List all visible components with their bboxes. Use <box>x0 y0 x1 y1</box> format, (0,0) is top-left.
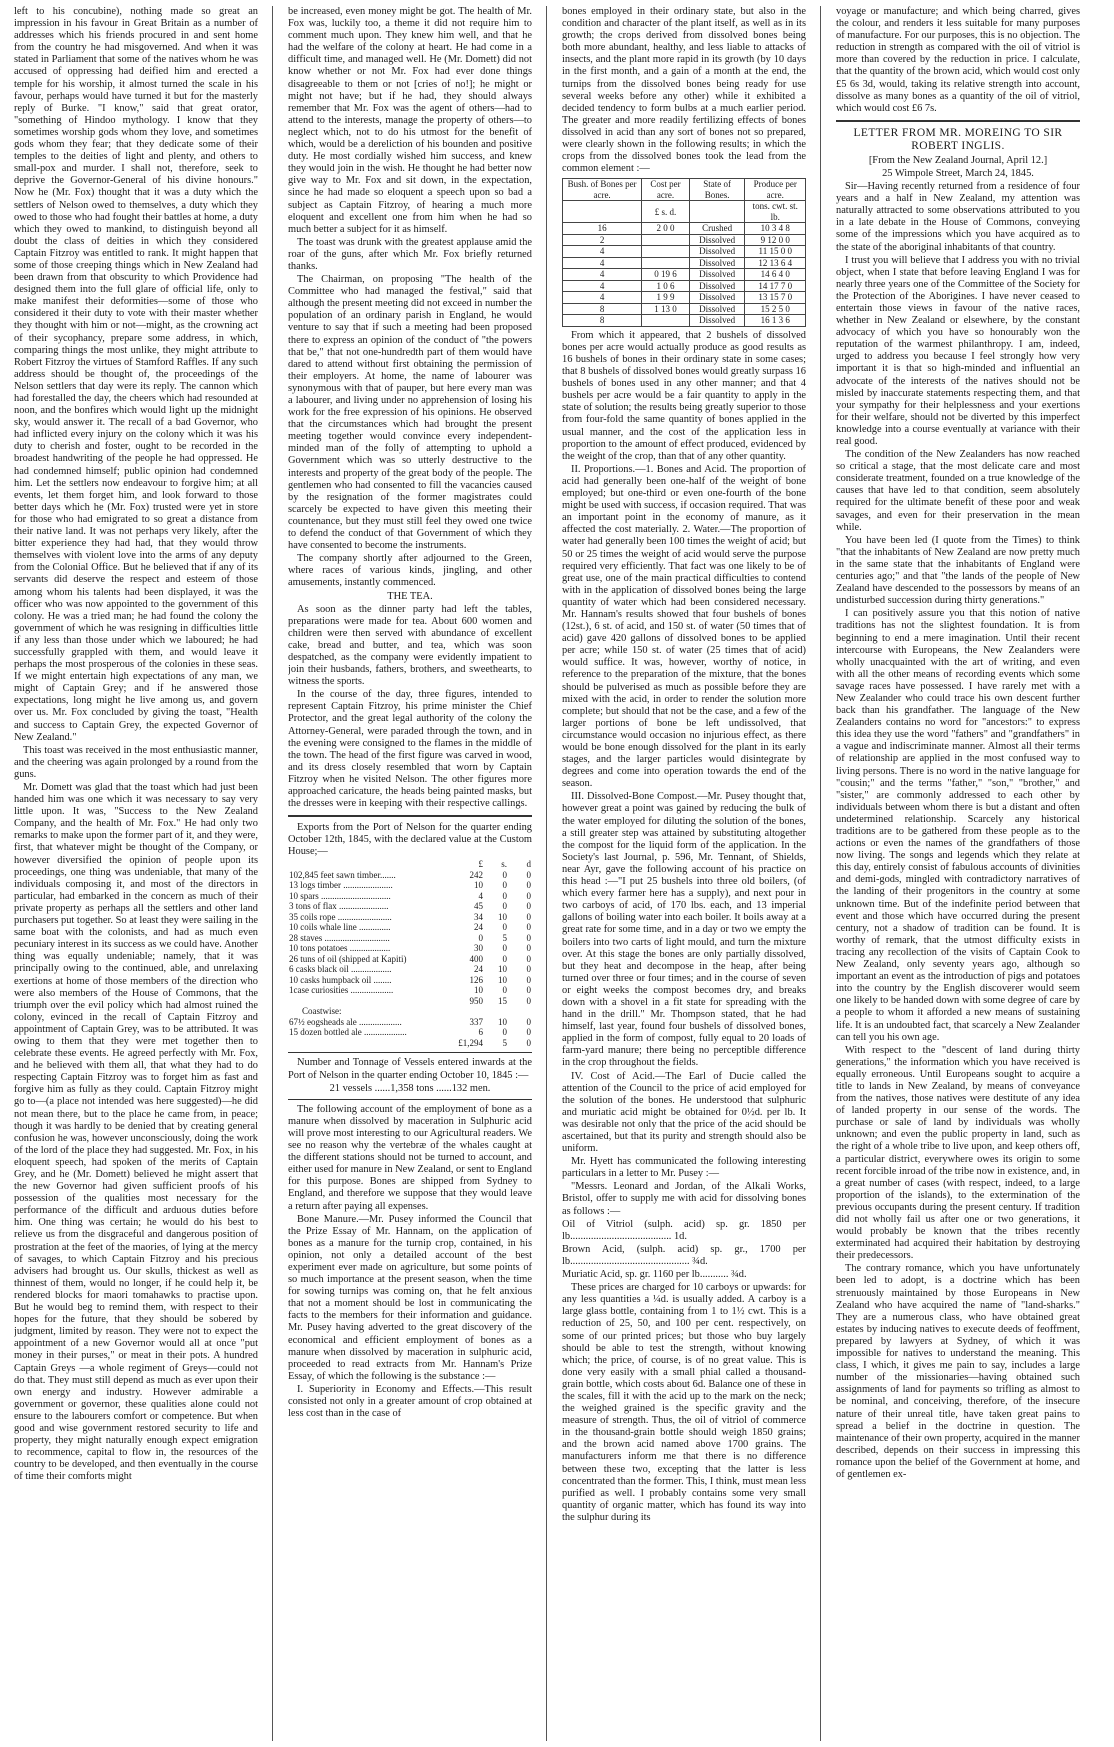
letter-title: LETTER FROM MR. MOREING TO SIR ROBERT INGLIS. <box>853 126 1063 152</box>
table-row: 4 Dissolved 11 15 0 0 <box>563 246 806 258</box>
table-header-row: Bush. of Bones per acre. Cost per acre. State of Bones. Produce per acre. <box>563 179 806 201</box>
tonnage-intro: Number and Tonnage of Vessels entered inwards at the Port of Nelson in the quarter ending October 10, 1845 :— <box>288 1057 532 1081</box>
table-row: 26 tuns of oil (shipped at Kapiti) 400 0 0 <box>289 953 531 964</box>
table-row: 4 1 9 9 Dissolved 13 15 7 0 <box>563 292 806 304</box>
paragraph: With respect to the "descent of land during thirty generations," the information which you have received is equally erroneous. Until Europeans sought to acquire a title to lands in New Zealand, by means of conveyance from the natives, those natives were destitute of any idea of landed property in our sense of the words. The purchase or sale of land by individuals was wholly unknown; and even the public property in land, such as the right of a whole tribe to live upon, and keep others off, a particular district, everywhere owes its origin to some recent forcible inroad of the tribe now in existence, and, in a great number of cases (with respect, indeed, to a large proportion of the islands), to the extermination of the previous occupants during the present century. If tradition did not wholly fail us after one or two generations, it would probably be known that the tribes recently exterminated had acquired their habitation by destroying their predecessors. <box>836 1044 1080 1262</box>
coastwise-label-row: Coastwise: <box>302 1006 342 1017</box>
table-row: 102,845 feet sawn timber....... 242 0 0 <box>289 869 531 880</box>
letter-address: 25 Wimpole Street, March 24, 1845. <box>882 167 1034 179</box>
paragraph: Mr. Hyett has communicated the following interesting particulars in a letter to Mr. Pusey :— <box>562 1156 806 1180</box>
acid-price-line: Oil of Vitriol (sulph. acid) sp. gr. 1850 per lb....................................... 1d. <box>562 1218 806 1242</box>
paragraph: I can positively assure you that this notion of native traditions has not the slightest foundation. It is from beginning to end a mere imagination. Until their recent intercourse with Europeans, the New Zealanders were wholly unacquainted with the art of writing, and even with all the other means of recording events which some savage races have possessed. I have rarely met with a New Zealander who could trace his own descent further back than his grandfather. The language of the New Zealanders contains no word for "ancestors:" to express this idea they use the word "fathers" and "grandfathers" in a vague and indiscriminate manner. Almost all their terms of relationship are applied in the most confused way to living persons. There is no word in the native language for "cousin;" and the terms "father," "son," "brother," and "sister," are commonly addressed to each other by individuals between whom there is but a distant and often undetermined relationship. Scarcely any historical traditions are to be gathered from these people as to the actions or even the names of the grandfathers of those now living. The songs and legends which they relate at this day, entirely consist of fabulous accounts of divinities and demi-gods, mingled with contradictory narratives of the landing of their progenitors in the country at some unknown time. But of the indefinite period between that event and those which have occurred during the present century, not a shadow of tradition can be found. It is worthy of remark, that the utmost difficulty exists in tracing any recollection of the visits of Captain Cook to New Zealand, only seventy years ago, although so important an event as the introduction of pigs and potatoes into the country by the English discoverer would seem one likely to be handed down with some degree of care by a people to whom it afforded a new means of sustaining life. It is an undoubted fact, that scarcely a New Zealander can tell you his own age. <box>836 608 1080 1043</box>
table-row: 4 Dissolved 12 13 6 4 <box>563 257 806 269</box>
table-row: 4 0 19 6 Dissolved 14 6 4 0 <box>563 269 806 281</box>
paragraph: Sir—Having recently returned from a residence of four years and a half in New Zealand, my attention was naturally attracted to some observations attributed to you in a late debate in the House of Commons, conveying some of the impressions which you have acquired as to the state of the aboriginal inhabitants of that country. <box>836 181 1080 253</box>
paragraph: The contrary romance, which you have unfortunately been led to adopt, is a doctrine which has been strenuously maintained by those Europeans in New Zealand who have acquired the name of "land-sharks." They are a numerous class, who have obtained great estates by inducing natives to execute deeds of feoffment, prepared by lawyers at Sydney, of which it was impossible for natives to understand the meaning. This class, I which, it gives me pain to say, includes a large number of the missionaries—having obtained such assignments of land for payments so trifling as almost to be nominal, and conceiving, therefore, of the insecure nature of their unreal title, have taken great pains to spread a belief in the doctrine in question. The maintenance of their own property, acquired in the manner described, depends on their success in impressing this romance upon the belief of the Government at home, and of gentlemen ex- <box>836 1263 1080 1480</box>
column-1 <box>14 6 258 1741</box>
paragraph: These prices are charged for 10 carboys or upwards: for any less quantities a ¼d. is usually added. A carboy is a large glass bottle, containing from 1 to 1½ cwt. This is a reduction of 25, 50, and 100 per cent. respectively, on some of our printed prices; but those who buy largely should be able to test the strength, without knowing which; the price, of course, is of no great value. This is done very easily with a small phial called a thousand-grain bottle, which costs about 6d. Balance one of these in the scales, fill it with the acid up to the mark on the neck; the weighed grained is the specific gravity and the measure of strength. Thus, the oil of vitriol of commerce in the thousand-grain bottle should weigh 1850 grains; and the brown acid named above 1700 grains. The manufacturers inform me that there is no difference between these two, excepting that the latter is less concentrated than the former. This, I think, must mean less purified as well. I probably contains some very small quantity of organic matter, which has found its way into the sulphur during its <box>562 1282 806 1523</box>
paragraph: The toast was drunk with the greatest applause amid the roar of the guns, after which Mr. Fox briefly returned thanks. <box>288 236 532 272</box>
column-2 <box>288 6 532 1741</box>
paragraph: be increased, even money might be got. The health of Mr. Fox was, luckily too, a theme it did not require him to comment much upon. They knew him well, and that he had the welfare of the colony at heart. He had come in a difficult time, and managed well. He (Mr. Domett) did not know whether or not Mr. Fox had ever done things disagreeable to them or not [cries of no!]; he might or might not have; but if he had, they should always remember that Mr. Fox was the agent of others—had to attend to the interests, manage the property of others—to neglect which, not to do his utmost for the benefit of which, would be a dereliction of his bounden and positive duty. He most cordially wished him success, and knew they would join in the wish. He thought he had better now give way to Mr. Fox and sit down, in the expectation, since he had made so eloquent a speech upon so bad a subject as Captain Fitzroy, of hearing a much more eloquent and excellent one from him when he had so much better a subject for it as himself. <box>288 6 532 235</box>
exports-total-row: £1,294 5 0 <box>458 1037 531 1048</box>
paragraph: voyage or manufacture; and which being charred, gives the colour, and renders it less suitable for many purposes of manufacture. For our purposes, this is no objection. The reduction in strength as compared with the oil of vitriol is more than covered by the reduction in price. I calculate, that the quantity of the brown acid, which would cost only £5 6s 3d, would, taking its relative strength into account, dissolve as many bones as a quantity of the oil of vitriol, which would cost £6 7s. <box>836 6 1080 114</box>
paragraph: From which it appeared, that 2 bushels of dissolved bones per acre would actually produce as good results as 16 bushels of bones in their ordinary state in some cases; that 8 bushels of dissolved bones would greatly surpass 16 bushels of bones used in any other manner; and that 4 bushels per acre would be a fair quantity to apply in the state of solution; the results being greatly superior to those from four-fold the same quantity of bones applied in the usual manner, and the cost of the application less in proportion to the amount of effect produced, evidenced by the weight of the crop, than that of any other quantity. <box>562 329 806 462</box>
column-3 <box>562 6 806 1741</box>
paragraph: The following account of the employment of bone as a manure when dissolved by maceration in Sulphuric acid will prove most interesting to our Agricultural readers. We see no reason why the vertebræ of the whales caught at the different stations should not be turned to account, and either used for manure in New Zealand, or sent to England for this purpose. Bones are shipped from Sydney to England, and therefore we suppose that they would leave a return after paying all expenses. <box>288 1103 532 1212</box>
paragraph: IV. Cost of Acid.—The Earl of Ducie called the attention of the Council to the price of acid employed for the solution of the bones. He understood that sulphuric and muriatic acid might be obtained for 0½d. per lb. It was desirable not only that the price of the acid should be ascertained, but that its purity and strength should also be uniform. <box>562 1070 806 1155</box>
letter-source: [From the New Zealand Journal, April 12.] <box>868 154 1048 166</box>
paragraph: This toast was received in the most enthusiastic manner, and the cheering was again prolonged by a round from the guns. <box>14 744 258 780</box>
table-row: 10 spars ............................... 4 0 0 <box>289 890 531 901</box>
column-rule <box>820 6 821 1741</box>
table-row: 13 logs timber ...................... 10 0 0 <box>289 880 531 891</box>
acid-price-line: Brown Acid, (sulph. acid) sp. gr., 1700 per lb.............................................. ¾d. <box>562 1243 806 1267</box>
table-row: 10 tons potatoes .................. 30 0 0 <box>289 943 531 954</box>
table-row: 4 1 0 6 Dissolved 14 17 7 0 <box>563 280 806 292</box>
paragraph: I trust you will believe that I address you with no trivial object, when I state that before leaving England I was for nearly three years one of the Committee of the Society for the Protection of the Aborigines. I have never ceased to entertain those views in favour of the native races, whether in New Zealand or elsewhere, by the constant advocacy of which you have so honourably won the reputation of the warmest philanthropy. I am, indeed, urged to address you because I feel strongly how very important it is that so high-minded and influential an advocate of the interests of the natives should not be misled by inaccurate statements respecting them, and that your sympathy for their helplessness and your exertions for their welfare, should not be diverted by this imperfect knowledge into a course eventually at variance with their real good. <box>836 254 1080 447</box>
table-row: 28 staves ............................. 0 5 0 <box>289 932 531 943</box>
column-4 <box>836 6 1080 1741</box>
table-row: 8 1 13 0 Dissolved 15 2 5 0 <box>563 303 806 315</box>
paragraph: Bone Manure.—Mr. Pusey informed the Council that the Prize Essay of Mr. Hannam, on the application of bones as a manure for the turnip crop, contained, in his opinion, not only a detailed account of the best experiment ever made on agriculture, but some points of so much importance at the present season, when the time for sowing turnips was coming on, that he felt anxious that not a moment should be lost in communicating the facts to the members for their information and guidance. Mr. Pusey having adverted to the great discovery of the economical and efficient employment of bones as a manure when dissolved by maceration in sulphuric acid, proceeded to read extracts from Mr. Hannam's Prize Essay, of which the following is the substance :— <box>288 1213 532 1382</box>
table-row: 67½ eogsheads ale ................... 337 10 0 <box>289 1016 531 1027</box>
divider <box>288 815 532 817</box>
section-heading-tea: THE TEA. <box>387 590 433 602</box>
paragraph: The condition of the New Zealanders has now reached so critical a stage, that the most delicate care and most considerate treatment, founded on a true knowledge of the causes that have led to that condition, seem absolutely required for the ultimate benefit of these poor and weak savages, and even for their preservation in the mean while. <box>836 449 1080 533</box>
divider <box>288 1052 532 1053</box>
header-shillings: s. <box>501 859 507 870</box>
bones-produce-table <box>562 178 806 327</box>
paragraph: III. Dissolved-Bone Compost.—Mr. Pusey thought that, however great a point was gained by reducing the bulk of the water employed for diluting the solution of the bones, a still greater step was attained by substituting altogether the compost for the liquid form of the application. In the Society's last Journal, p. 596, Mr. Tennant, of Shields, near Ayr, gave the following account of his practice on this head :—"I put 25 bushels into three old boilers, (of which every farmer here has a supply), and next pour in two carboys of acid, of 170 lbs. each, and 13 imperial gallons of boiling water into each boiler. It boils away at a great rate for some time, and in a day or two we empty the boilers into two carts of light mould, and turn the mixture over. At this stage the bones are only partially dissolved, but they heat and decompose in the heap, after being turned over three or four times; and in the course of seven or eight weeks the compost becomes dry, and breaks down with a shovel in a fit state for spreading with the hand in the drill." Mr. Thompson stated, that he had himself, last year, found four bushels of dissolved bones, applied in the form of compost, fully equal to 20 loads of farm-yard manure; there being no perceptible difference in the crop throughout the fields. <box>562 791 806 1069</box>
column-rule <box>546 6 547 1741</box>
paragraph: left to his concubine), nothing made so great an impression in his favour in Great Britain as a number of addresses which his friends procured in and sent home from the country he had misgoverned. And when it was stated in Parliament that some of the natives whom he was accused of oppressing had deified him and erected a temple for his worship, it almost turned the scale in his favour, perhaps would have turned it but for the masterly reply of Burke. "I know," said that great orator, "something of Hindoo mythology. I know that they sometimes worship gods whom they love, and sometimes gods whom they fear; that they dedicate some of their temples to the deities of light and plenty, and others to small-pox and murder. I shall not, therefore, seek to deprive the Governor-General of his divine honours." Now he (Mr. Fox) thought that it was a duty which the settlers of Nelson owed to themselves, a duty which they owed to those who had fought their battles at home, a duty which they owed to mankind, to distinguish beyond all doubt the class of deities in which they considered Captain Fitzroy was entitled to rank. It might happen that some of those creeping things which in New Zealand had been drawn from that obscurity to which Providence had designed them into the full glare of official life, only to make manifest their deformities—some of those who considered it their duty to vote with their master whether they thought with him or not—might, as the crowning act of their sycophancy, prepare some address, in which, comparing things the most unlike, they might attribute to Robert Fitzroy the virtues of Stamford Raffles. If any such address should be thought of, the proceedings of the Nelson settlers that day were its reply. The cannon which had forestalled the day, the cheers which had resounded at noon, and the bonfires which would light up the midnight sky, would answer it. The recall of a bad Governor, who had inflicted every injury on the colony which it was his duty to cherish and foster, ought to be recorded in the broadest handwriting of the people he had oppressed. He had condemned himself; public opinion had condemned him. Let the settlers now endeavour to forgive him; at all events, let them forget him, and look forward to those better days which he (Mr. Fox) trusted were yet in store for those who had emigrated to so great a distance from their native land. It was not perhaps very likely, after the bitter experience they had had, that they would throw themselves with violent love into the arms of any deputy from the Colonial Office. But he believed that if any of its servants did deserve the respect and esteem of those among whom his talents had been displayed, it was the officer who was now appointed to the government of this colony. He was a tried man; he had found the colony the government of which he was resigning in difficulties little if any less than those under which we laboured; he had successfully grappled with them, and would leave it perhaps the most prosperous of the colonies in these seas. If we might entertain high expectations of any man, we might of Captain Grey; and if he answered those expectations, long might he live among us, and govern over us. Mr. Fox concluded by giving the toast, "Health and success to Captain Grey, the expected Governor of New Zealand." <box>14 6 258 743</box>
paragraph: Mr. Domett was glad that the toast which had just been handed him was one which it was necessary to say very little upon. It was, "Success to the New Zealand Company, and the health of Mr. Fox." He had only two remarks to make upon the former part of it, and they were, first, that whatever might be thought of the Company, or however diversified the opinion of people upon its proceedings, one thing was undeniable, that many of the individuals composing it, and most of the directors in particular, had embarked in the concern as much of their private property as perhaps all the settlers and other land purchasers put together. So at least they were sailing in the same boat with the colonists, and had as much even pecuniary interest in its success as we could have. Another thing was equally undeniable; namely, that it was principally owing to the continued, able, and unrelaxing exertions at home of those members of the direction who were also members of the House of Commons, that the triumph over the evil policy which had almost ruined the colony, evinced in the recall of Captain Fitzroy and appointment of Captain Grey, was to be attributed. It was owing to them that they were met together then to celebrate these events. He agreed perfectly with Mr. Fox, and he believed with them all, that what they had to do respecting Captain Fitzroy was to forget him as fast and forgive him as fully as they could. Captain Fitzroy might go to—(a place not intended was here suggested)—he did not mean there, but to the place he came from, in peace; though it was hardly to be denied that by creating general confusion he was, however unconsciously, doing the work of the lord of the place they had suggested. Mr. Fox, in his eloquent speech, had spoken of the merits of Captain Grey, and he (Mr. Domett) believed he might assert that the new Governor had given sufficient proofs of his possession of the qualities most necessary for the performance of the difficult and arduous duties before him. One thing was certain; he would do his best to relieve us from the disgraceful and dangerous position of prostration at the feet of the maories, of lying at the mercy of savages, to which Captain Fitzroy and his precious advisers had brought us. Our skulls, thickest as well as thinnest of them, would no longer, if he could help it, be rendered blocks for maori tomahawks to practise upon. But he would beg to remind them, with respect to their hopes for the future, that they should be sobered by judgment, limited by reason. They were not to expect the appointment of a new Governor would all at once "put money in their purses," or meat in their pots. A hundred Captain Greys —a whole regiment of Greys—could not do that. They must still depend as much as ever upon their own energy and industry. However admirable a government or governor, these qualities alone could not ensure to the labourers comfort or competence. But when good and wise government restored security to life and property, they might naturally enough expect emigration to recommence, capital to flow in, the resources of the country to be developed, and then eventually in the course of time their comforts might <box>14 782 258 1483</box>
table-row: 10 coils whale line .............. 24 0 0 <box>289 922 531 933</box>
paragraph: I. Superiority in Economy and Effects.—This result consisted not only in a greater amount of crop obtained at less cost than in the case of <box>288 1383 532 1420</box>
paragraph: You have been led (I quote from the Times) to think "that the inhabitants of New Zealand are now pretty much in the same state that the inhabitants of England were centuries ago;" and that "the lands of the people of New Zealand have descended to the possessors by means of an undisturbed succession during thirty generations." <box>836 534 1080 607</box>
paragraph: "Messrs. Leonard and Jordan, of the Alkali Works, Bristol, offer to supply me with acid for dissolving bones as follows :— <box>562 1181 806 1217</box>
exports-table <box>288 859 532 1048</box>
paragraph: The company shortly after adjourned to the Green, where races of various kinds, jingling, and other amusements, instantly commenced. <box>288 553 532 589</box>
exports-subtotal-row: 950 15 0 <box>469 995 531 1006</box>
header-pounds: £ <box>478 859 483 870</box>
divider <box>836 120 1080 122</box>
paragraph: II. Proportions.—1. Bones and Acid. The proportion of acid had generally been one-half of the weight of bone employed; but one-third or even one-fourth of the bone might be used with success, if occasion required. That was an important point in the economy of manure, as it affected the cost materially. 2. Water.—The proportion of water had generally been 100 times the weight of acid; but 50 or 25 times the weight of acid would serve the purpose required very efficiently. That fact was one likely to be of great use, one of the main practical difficulties to contend with in the application of dissolved bones being the large quantity of water which had been considered necessary. Mr. Hannam's results showed that four bushels of bones (12st.), 6 st. of acid, and 150 st. of water (50 times that of acid) gave 420 gallons of dissolved bones to be applied per acre; while 150 st. of water (25 times that of acid) would suffice. It was, however, worthy of notice, in reference to the preparation of the mixture, that the bones should be pulverised as much as possible before they are mixed with the acid, in order to render the solution more complete; but should that not be the case, and a few of the larger portions of bone be left undissolved, that circumstance would occasion no injurious effect, as there would be bone enough dissolved for the plant in its early stages, and the larger particles would disintegrate by degrees and come into operation towards the end of the season. <box>562 463 806 790</box>
table-row: 15 dozen bottled ale ................... 6 0 0 <box>289 1027 531 1038</box>
table-row: 35 coils rope ........................ 34 10 0 <box>289 911 531 922</box>
paragraph: In the course of the day, three figures, intended to represent Captain Fitzroy, his prime minister the Chief Protector, and the great legal authority of the colony the Attorney-General, were paraded through the town, and in the evening were consigned to the flames in the middle of the town. The head of the first figure was carved in wood, and its dress closely resembled that worn by Captain Fitzroy when he visited Nelson. The other figures more approached caricature, the heads being painted masks, but the dresses were in keeping with their respective callings. <box>288 689 532 810</box>
table-row: 2 Dissolved 9 12 0 0 <box>563 234 806 246</box>
column-rule <box>272 6 273 1741</box>
table-row: 8 Dissolved 16 1 3 6 <box>563 315 806 327</box>
acid-price-line: Muriatic Acid, sp. gr. 1160 per lb........... ¾d. <box>562 1269 747 1281</box>
table-subheader-row: £ s. d. tons. cwt. st. lb. <box>563 201 806 223</box>
exports-intro: Exports from the Port of Nelson for the quarter ending October 12th, 1845, with the declared value at the Custom House;— <box>288 822 532 858</box>
table-row: 3 tons of flax ...................... 45 0 0 <box>289 901 531 912</box>
exports-header-row <box>288 859 532 870</box>
paragraph: The Chairman, on proposing "The health of the Committee who had managed the festival," said that although the present meeting did not exceed in number the population of an ordinary parish in England, he would venture to say that if such a meeting had been proposed there to express an opinion of the conduct of "the powers that be," that not one-hundredth part of them would have dared to attend without first obtaining the permission of their employers. At home, the name of labourer was synonymous with that of pauper, but here every man was a labourer, and living under no apprehension of losing his work for the free expression of his opinions. He observed that the circumstances which had brought the present meeting together would convince every independent-minded man of the folly of attempting to uphold a Government which was so utterly destructive to the interests and property of the great body of the people. The gentlemen who had consented to fill the vacancies caused by the resignation of the former magistrates could scarcely be expected to have given this meeting their countenance, but they must still feel they owed one twice to defend the conduct of that Government of which they have consented to become the instruments. <box>288 274 532 552</box>
header-pence: d <box>526 859 531 870</box>
table-row: 1case curiosities ................... 10 0 0 <box>289 985 531 996</box>
divider <box>288 1099 532 1100</box>
table-row: 16 2 0 0 Crushed 10 3 4 8 <box>563 223 806 235</box>
tonnage-line: 21 vessels ......1,358 tons ......132 men. <box>329 1082 491 1094</box>
table-row: 6 casks black oil .................. 24 10 0 <box>289 964 531 975</box>
table-row: 10 casks humpback oil ........ 126 10 0 <box>289 974 531 985</box>
paragraph: bones employed in their ordinary state, but also in the condition and character of the plant itself, as well as in its growth; the crops derived from dissolved bones being both more abundant, healthy, and less liable to attacks of insects, and the plant more rapid in its growth (by 10 days in the first month, and a gain of a month at the end, the turnips from the dissolved bones being ready for use several weeks before any other) while it exhibited a decided tendency to form bulbs at a much earlier period. The greater and more readily fertilizing effects of bones dissolved in acid than any sort of bones not so prepared, were clearly shown in the following results; in which the crops from the dissolved bones took the lead from the common element :— <box>562 6 806 175</box>
paragraph: As soon as the dinner party had left the tables, preparations were made for tea. About 600 women and children were then served with abundance of excellent cake, bread and butter, and tea, which was soon despatched, as the company were evidently impatient to join their husbands, fathers, brothers, and sweethearts, to witness the sports. <box>288 603 532 688</box>
